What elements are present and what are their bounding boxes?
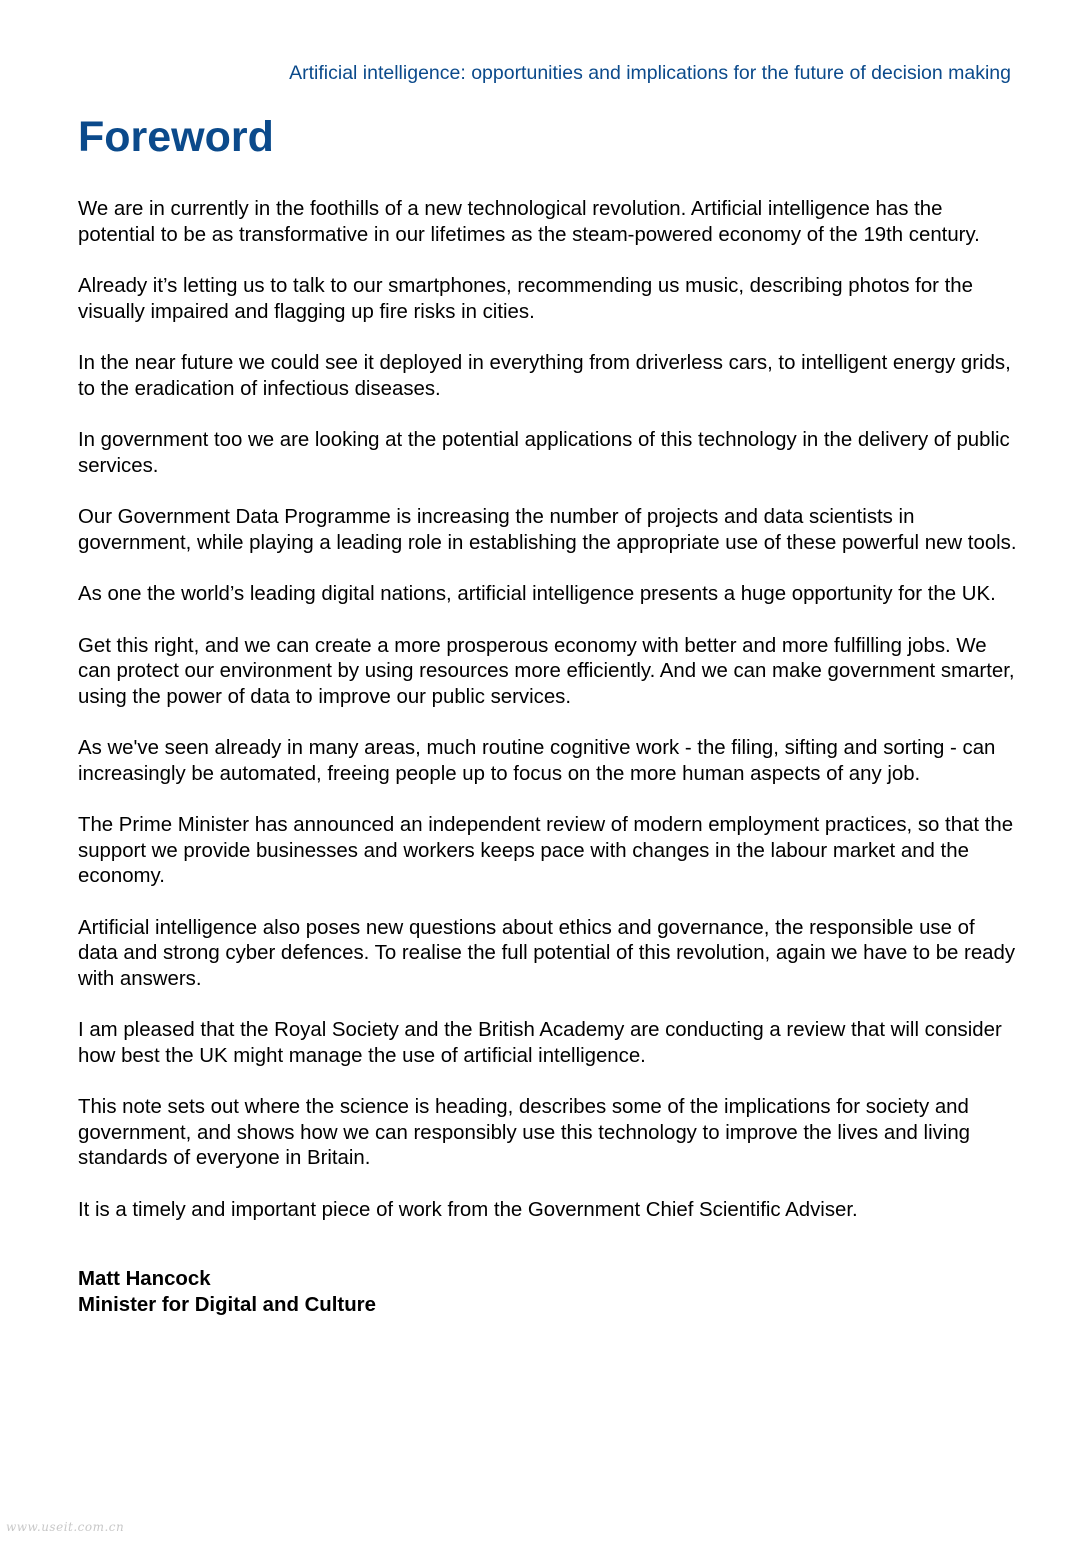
watermark: www.useit.com.cn <box>6 1520 125 1534</box>
signature-name: Matt Hancock <box>78 1268 211 1290</box>
paragraph-10: Artificial intelligence also poses new questions about ethics and governance, the responsible use of data and strong cyber defences. To realise the full potential of this revolution, again we have to be ready with answers. <box>78 916 1016 990</box>
paragraph-11: I am pleased that the Royal Society and the British Academy are conducting a review that will consider how best the UK might manage the use of artificial intelligence. <box>78 1019 1002 1067</box>
paragraph-7: Get this right, and we can create a more prosperous economy with better and more fulfilling jobs. We can protect our environment by using resources more efficiently. And we can make government smarter, using the power of data to improve our public services. <box>78 634 1015 708</box>
paragraph-5: Our Government Data Programme is increasing the number of projects and data scientists in government, while playing a leading role in establishing the appropriate use of these powerful new tools. <box>78 506 1017 554</box>
paragraph-12: This note sets out where the science is heading, describes some of the implications for society and government, and shows how we can responsibly use this technology to improve the lives and living standards of everyone in Britain. <box>78 1096 971 1169</box>
running-header: Artificial intelligence: opportunities and implications for the future of decision making <box>289 62 1011 84</box>
signature-block <box>78 1267 1018 1318</box>
paragraph-13: It is a timely and important piece of work from the Government Chief Scientific Adviser. <box>78 1198 858 1221</box>
page-title: Foreword <box>78 113 274 161</box>
paragraph-2: Already it’s letting us to talk to our smartphones, recommending us music, describing photos for the visually impaired and flagging up fire risks in cities. <box>78 275 973 323</box>
paragraph-1: We are in currently in the foothills of a new technological revolution. Artificial intelligence has the potential to be as transformative in our lifetimes as the steam-powered economy of the 19th century. <box>78 198 980 246</box>
paragraph-3: In the near future we could see it deployed in everything from driverless cars, to intelligent energy grids, to the eradication of infectious diseases. <box>78 352 1011 400</box>
document-body <box>78 197 1018 1318</box>
signature-role: Minister for Digital and Culture <box>78 1293 376 1316</box>
paragraph-6: As one the world’s leading digital nations, artificial intelligence presents a huge opportunity for the UK. <box>78 583 996 605</box>
paragraph-8: As we've seen already in many areas, much routine cognitive work - the filing, sifting and sorting - can increasingly be automated, freeing people up to focus on the more human aspects of any job. <box>78 737 996 785</box>
paragraph-4: In government too we are looking at the potential applications of this technology in the delivery of public services. <box>78 429 1010 477</box>
paragraph-9: The Prime Minister has announced an independent review of modern employment practices, so that the support we provide businesses and workers keeps pace with changes in the labour market and the economy. <box>78 814 1014 887</box>
